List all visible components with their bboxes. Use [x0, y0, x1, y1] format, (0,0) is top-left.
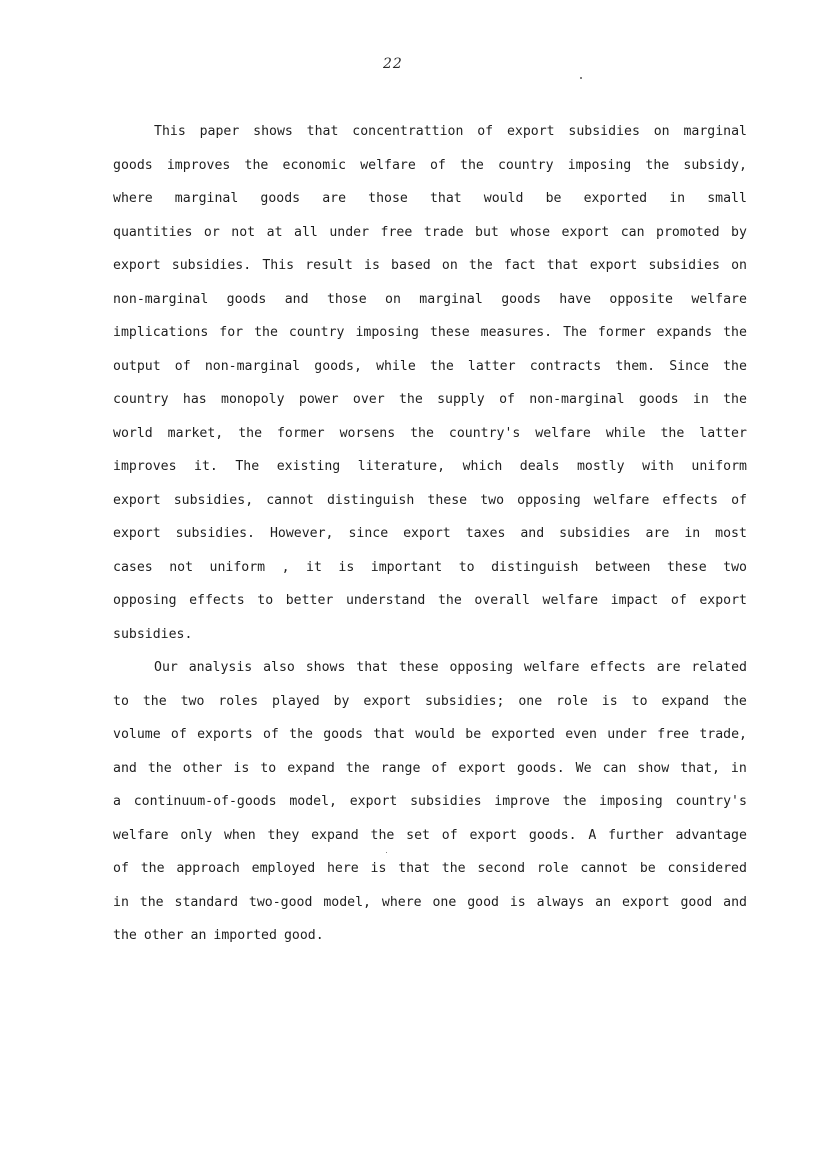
text-line: in the standard two-good model, where one good is always an export good and: [113, 894, 747, 910]
text-line: country has monopoly power over the supply of non-marginal goods in the: [113, 392, 747, 407]
text-line: to the two roles played by export subsidies; one role is to expand the: [113, 693, 747, 709]
text-line: volume of exports of the goods that would be exported even under free trade,: [113, 727, 747, 742]
text-line: This paper shows that concentrattion of export subsidies on marginal: [154, 124, 747, 139]
text-line: opposing effects to better understand the overall welfare impact of export: [113, 593, 747, 608]
text-line: export subsidies. This result is based on the fact that export subsidies on: [113, 258, 747, 273]
text-line: export subsidies, cannot distinguish these two opposing welfare effects of: [113, 492, 747, 508]
text-line: and the other is to expand the range of export goods. We can show that, in: [113, 760, 747, 776]
body-text: [113, 120, 747, 958]
text-line: the other an imported good.: [113, 928, 324, 943]
text-line: cases not uniform , it is important to distinguish between these two: [113, 559, 747, 575]
paragraph: [113, 656, 747, 958]
text-line: non-marginal goods and those on marginal goods have opposite welfare: [113, 291, 747, 307]
text-line: where marginal goods are those that would be exported in small: [113, 191, 747, 206]
text-line: of the approach employed here is that the second role cannot be considered: [113, 861, 747, 876]
text-line: Our analysis also shows that these opposing welfare effects are related: [154, 660, 747, 675]
page-number: 22: [383, 56, 403, 72]
text-line: improves it. The existing literature, which deals mostly with uniform: [113, 459, 747, 474]
text-line: subsidies.: [113, 626, 193, 642]
text-line: quantities or not at all under free trade but whose export can promoted by: [113, 224, 747, 240]
text-line: welfare only when they expand the set of export goods. A further advantage: [113, 827, 747, 843]
text-line: world market, the former worsens the country's welfare while the latter: [113, 425, 747, 441]
text-line: implications for the country imposing these measures. The former expands the: [113, 325, 747, 340]
scan-speck: [580, 77, 582, 79]
text-line: export subsidies. However, since export taxes and subsidies are in most: [113, 526, 747, 541]
text-line: output of non-marginal goods, while the latter contracts them. Since the: [113, 358, 747, 374]
paragraph: [113, 120, 747, 656]
text-line: a continuum-of-goods model, export subsidies improve the imposing country's: [113, 794, 747, 809]
text-line: goods improves the economic welfare of the country imposing the subsidy,: [113, 157, 747, 173]
